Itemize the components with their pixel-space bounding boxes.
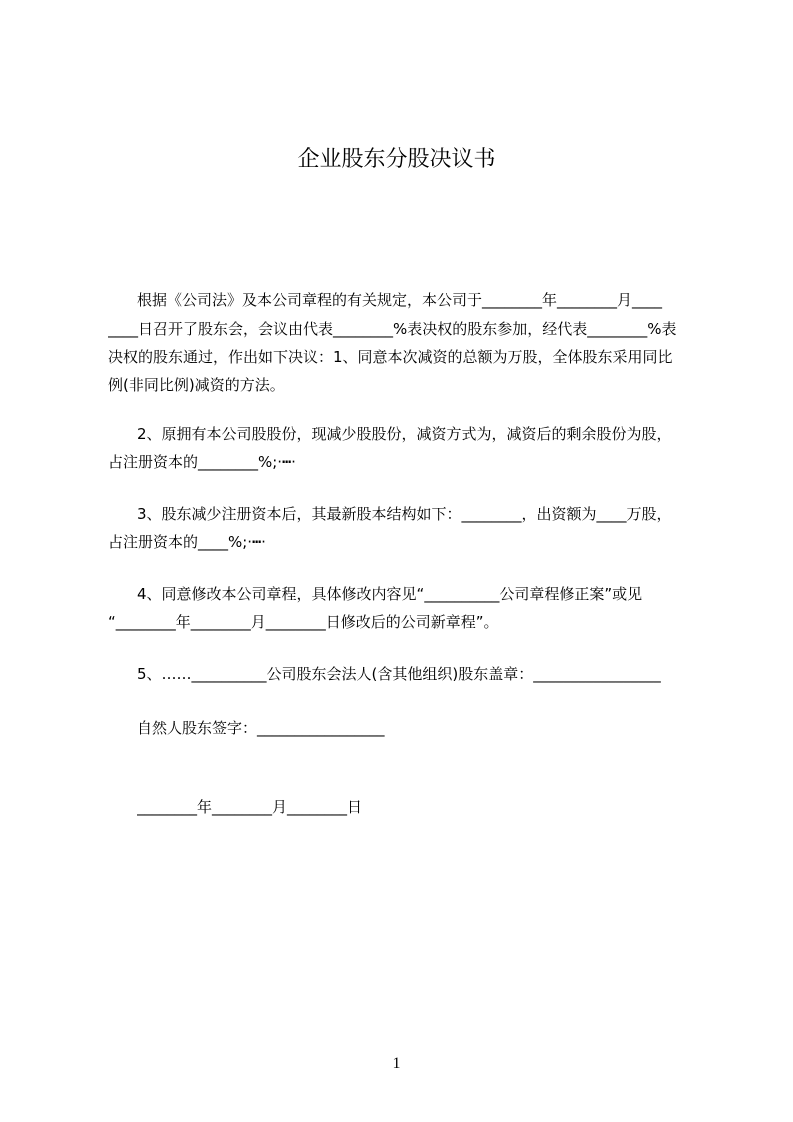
shareholder-seal-line: 5、……__________公司股东会法人(含其他组织)股东盖章：_________________ <box>137 665 661 683</box>
natural-person-signature-line: 自然人股东签字：_________________ <box>137 719 385 737</box>
paragraph-2-line-2: 占注册资本的________%;·┅· <box>108 453 296 471</box>
date-line: ________年________月________日 <box>137 798 363 816</box>
paragraph-1-line-2: ____日召开了股东会，会议由代表________%表决权的股东参加，经代表________%表 <box>108 320 677 338</box>
paragraph-2-line-1: 2、原拥有本公司股股份，现减少股股份，减资方式为，减资后的剩余股份为股， <box>137 425 672 443</box>
paragraph-1-line-4: 例(非同比例)减资的方法。 <box>108 376 285 394</box>
paragraph-1-line-1: 根据《公司法》及本公司章程的有关规定，本公司于________年________月____ <box>137 291 663 309</box>
document-title: 企业股东分股决议书 <box>297 147 496 172</box>
paragraph-4-line-2: “________年________月________日修改后的公司新章程”。 <box>108 613 499 631</box>
paragraph-3-line-2: 占注册资本的____%;·┅· <box>108 533 266 551</box>
page-number: 1 <box>392 1055 401 1072</box>
paragraph-3-line-1: 3、股东减少注册资本后，其最新股本结构如下：________，出资额为____万股， <box>137 505 672 523</box>
paragraph-4-line-1: 4、同意修改本公司章程，具体修改内容见“__________公司章程修正案”或见 <box>137 585 643 603</box>
paragraph-1-line-3: 决权的股东通过，作出如下决议：1、同意本次减资的总额为万股，全体股东采用同比 <box>108 348 673 366</box>
